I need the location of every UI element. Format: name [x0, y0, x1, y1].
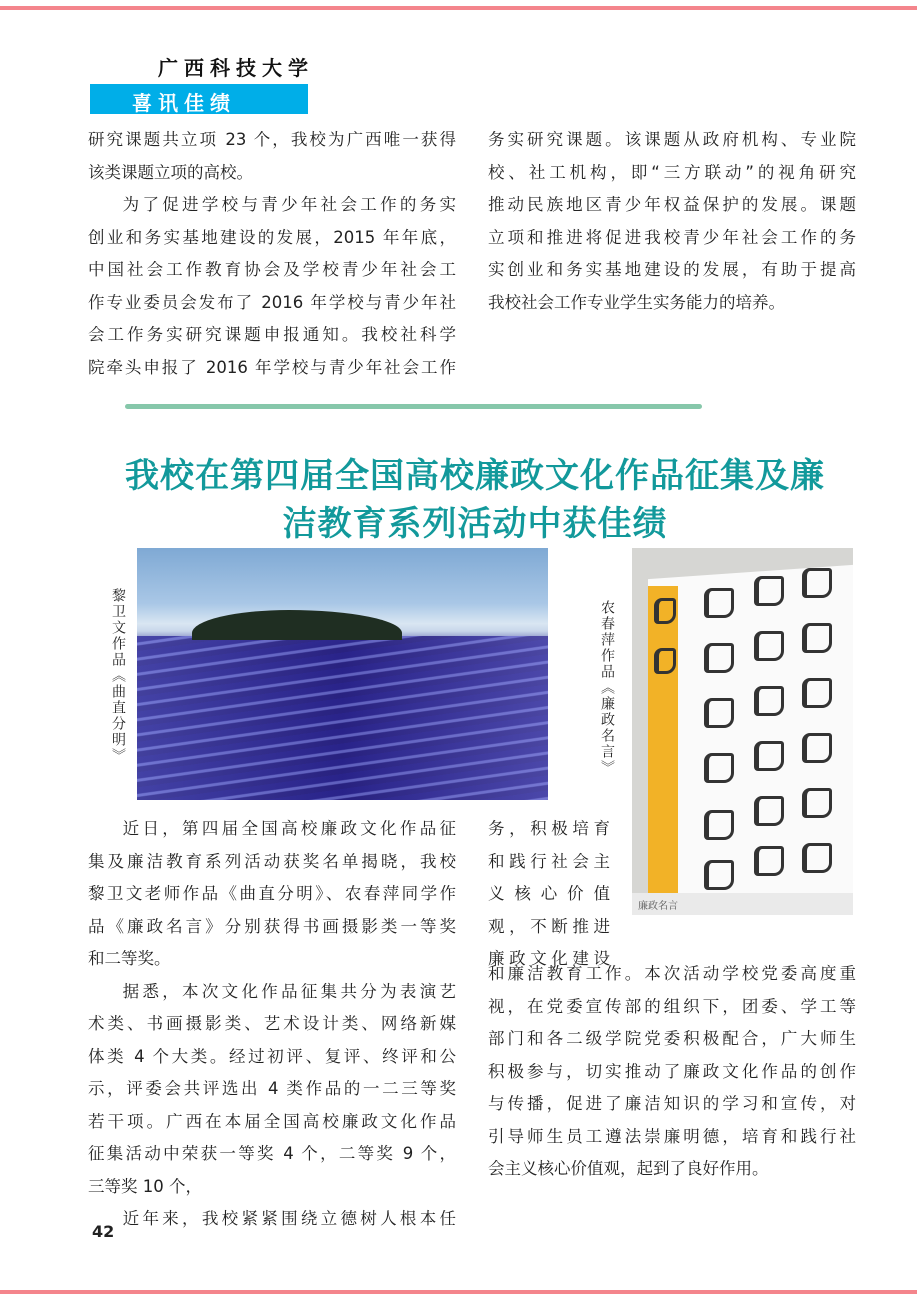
- text-line: 与传播，促进了廉洁知识的学习和宣传，对: [488, 1094, 856, 1113]
- calligraphy-glyph: [802, 788, 832, 818]
- calligraphy-glyph: [802, 843, 832, 873]
- page-number: 42: [92, 1222, 115, 1241]
- text-line: 中国社会工作教育协会及学校青少年社会工: [88, 260, 456, 279]
- text-line: 引导师生员工遵法崇廉明德，培育和践行社: [488, 1126, 856, 1146]
- text-line: 研究课题共立项 23 个，我校为广西唯一获得: [88, 130, 456, 149]
- calligraphy-glyph: [704, 643, 734, 673]
- text-line: 会主义核心价值观，起到了良好作用。: [488, 1159, 769, 1178]
- text-line: 集及廉洁教育系列活动获奖名单揭晓，我校: [88, 851, 456, 871]
- calligraphy-glyph: [802, 733, 832, 763]
- section-divider: [125, 404, 702, 409]
- text-line: 示，评委会共评选出 4 类作品的一二三等奖: [88, 1079, 456, 1098]
- top-left-column: [88, 124, 456, 384]
- article-right-column: [488, 958, 856, 1186]
- calligraphy-glyph: [754, 686, 784, 716]
- text-line: 积极参与，切实推动了廉政文化作品的创作: [488, 1061, 856, 1081]
- text-line: 推动民族地区青少年权益保护的发展。课题: [488, 195, 856, 214]
- photo2-label: 廉政名言: [638, 901, 678, 912]
- text-line: 立项和推进将促进我校青少年社会工作的务: [488, 227, 856, 247]
- top-right-column: [488, 124, 856, 319]
- article-narrow-column: [488, 813, 610, 976]
- calligraphy-glyph: [802, 623, 832, 653]
- text-line: 校、社工机构，即“三方联动”的视角研究: [488, 162, 856, 182]
- text-line: 该类课题立项的高校。: [88, 162, 253, 182]
- text-line: 创业和务实基地建设的发展，2015 年年底，: [88, 227, 456, 247]
- section-label: 喜讯佳绩: [132, 91, 236, 115]
- calligraphy-glyph: [704, 698, 734, 728]
- text-line: 部门和各二级学院党委积极配合，广大师生: [488, 1029, 856, 1048]
- text-line: 义核心价值: [488, 884, 610, 903]
- article-title-line-2: 洁教育系列活动中获佳绩: [282, 504, 668, 544]
- calligraphy-glyph: [654, 648, 676, 674]
- text-line: 和廉洁教育工作。本次活动学校党委高度重: [488, 964, 856, 983]
- calligraphy-glyph: [802, 678, 832, 708]
- text-line: 实创业和务实基地建设的发展，有助于提高: [488, 260, 856, 279]
- text-line: 院牵头申报了 2016 年学校与青少年社会工作: [88, 357, 456, 377]
- calligraphy-glyph: [754, 741, 784, 771]
- text-line: 品《廉政名言》分别获得书画摄影类一等奖: [88, 916, 456, 936]
- school-name: 广西科技大学: [158, 56, 314, 80]
- text-line: 据悉，本次文化作品征集共分为表演艺: [122, 981, 456, 1001]
- section-banner: [90, 84, 308, 114]
- photo2-caption: 农春萍作品《廉政名言》: [599, 600, 615, 776]
- top-border: [0, 6, 917, 10]
- text-line: 和践行社会主: [488, 851, 610, 871]
- calligraphy-glyph: [704, 753, 734, 783]
- text-line: 会工作务实研究课题申报通知。我校社科学: [88, 325, 456, 344]
- article-left-column: [88, 813, 456, 1236]
- text-line: 务实研究课题。该课题从政府机构、专业院: [488, 130, 856, 149]
- text-line: 观，不断推进: [488, 916, 610, 936]
- text-line: 务，积极培育: [488, 819, 610, 838]
- calligraphy-glyph: [654, 598, 676, 624]
- bottom-border: [0, 1290, 917, 1294]
- text-line: 作专业委员会发布了 2016 年学校与青少年社: [88, 292, 456, 312]
- photo-seascape: [137, 548, 548, 800]
- text-line: 近日，第四届全国高校廉政文化作品征: [122, 819, 456, 838]
- text-line: 视，在党委宣传部的组织下，团委、学工等: [488, 996, 856, 1016]
- calligraphy-glyph: [754, 796, 784, 826]
- text-line: 黎卫文老师作品《曲直分明》、农春萍同学作: [88, 884, 456, 903]
- calligraphy-glyph: [704, 810, 734, 840]
- calligraphy-glyph: [754, 846, 784, 876]
- text-line: 若干项。广西在本届全国高校廉政文化作品: [88, 1111, 456, 1131]
- text-line: 术类、书画摄影类、艺术设计类、网络新媒: [88, 1014, 456, 1033]
- text-line: 三等奖 10 个，: [88, 1176, 202, 1196]
- text-line: 廉政文化建设: [488, 949, 610, 968]
- calligraphy-glyph: [704, 860, 734, 890]
- text-line: 我校社会工作专业学生实务能力的培养。: [488, 292, 785, 312]
- text-line: 为了促进学校与青少年社会工作的务实: [122, 195, 456, 214]
- calligraphy-glyph: [802, 568, 832, 598]
- calligraphy-glyph: [704, 588, 734, 618]
- photo-calligraphy: [632, 548, 853, 915]
- text-line: 近年来，我校紧紧围绕立德树人根本任: [122, 1209, 456, 1228]
- calligraphy-glyph: [754, 631, 784, 661]
- text-line: 体类 4 个大类。经过初评、复评、终评和公: [88, 1046, 456, 1066]
- photo1-caption: 黎卫文作品《曲直分明》: [110, 588, 126, 764]
- text-line: 征集活动中荣获一等奖 4 个，二等奖 9 个，: [88, 1144, 456, 1163]
- calligraphy-glyph: [754, 576, 784, 606]
- article-title-line-1: 我校在第四届全国高校廉政文化作品征集及廉: [125, 456, 825, 496]
- text-line: 和二等奖。: [88, 949, 171, 968]
